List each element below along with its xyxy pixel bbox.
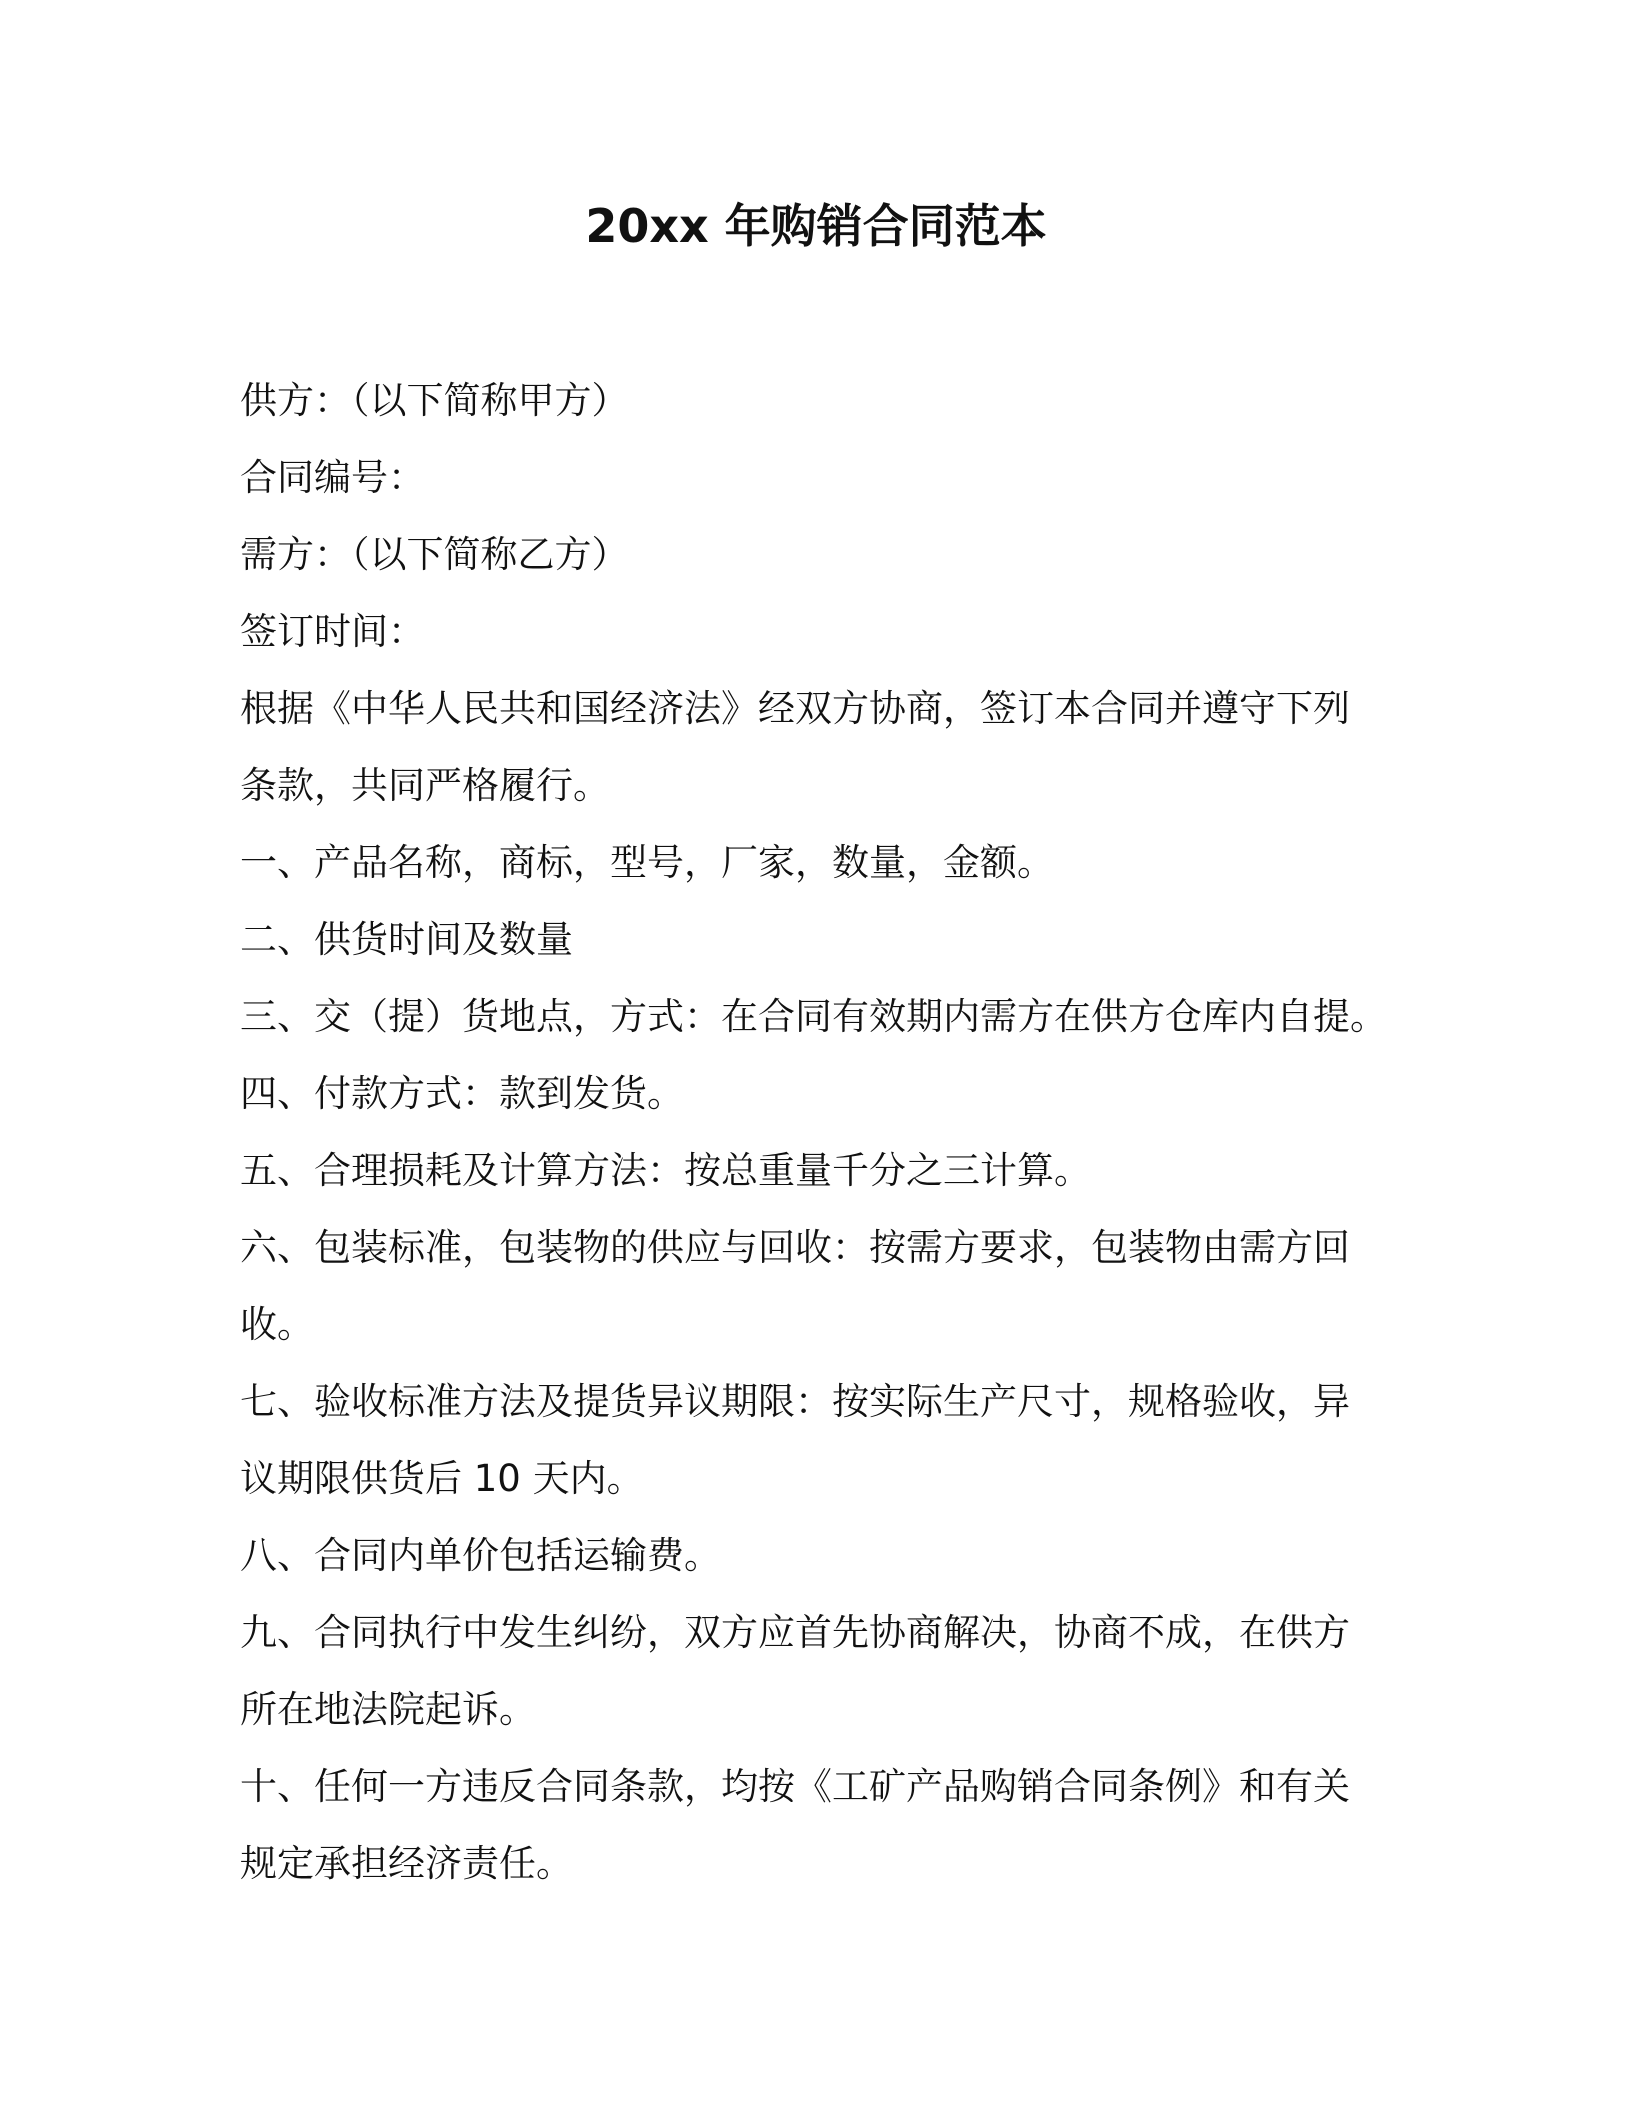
- clause-10-line-1: 十、任何一方违反合同条款，均按《工矿产品购销合同条例》和有关: [240, 1765, 1350, 1808]
- preamble-line-1: 根据《中华人民共和国经济法》经双方协商，签订本合同并遵守下列: [240, 687, 1350, 730]
- document-title: 20xx 年购销合同范本: [585, 199, 1047, 253]
- clause-7-line-2: 议期限供货后 10 天内。: [240, 1457, 644, 1500]
- signing-date-line: 签订时间：: [240, 610, 425, 653]
- clause-4: 四、付款方式：款到发货。: [240, 1072, 684, 1115]
- clause-7-line-1: 七、验收标准方法及提货异议期限：按实际生产尺寸，规格验收，异: [240, 1380, 1350, 1423]
- clause-9-line-1: 九、合同执行中发生纠纷，双方应首先协商解决，协商不成，在供方: [240, 1611, 1350, 1654]
- buyer-line: 需方：（以下简称乙方）: [240, 533, 629, 576]
- clause-8: 八、合同内单价包括运输费。: [240, 1534, 721, 1577]
- clause-9-line-2: 所在地法院起诉。: [240, 1688, 536, 1731]
- contract-number-line: 合同编号：: [240, 456, 425, 499]
- clause-1: 一、产品名称，商标，型号，厂家，数量，金额。: [240, 841, 1054, 884]
- clause-6-line-1: 六、包装标准，包装物的供应与回收：按需方要求，包装物由需方回: [240, 1226, 1350, 1269]
- clause-5: 五、合理损耗及计算方法：按总重量千分之三计算。: [240, 1149, 1091, 1192]
- clause-3: 三、交（提）货地点，方式：在合同有效期内需方在供方仓库内自提。: [240, 995, 1387, 1038]
- supplier-line: 供方：（以下简称甲方）: [240, 379, 629, 422]
- clause-6-line-2: 收。: [240, 1303, 314, 1346]
- clause-2: 二、供货时间及数量: [240, 918, 573, 961]
- document-body: [240, 362, 1390, 1902]
- preamble-line-2: 条款，共同严格履行。: [240, 764, 610, 807]
- clause-10-line-2: 规定承担经济责任。: [240, 1842, 573, 1885]
